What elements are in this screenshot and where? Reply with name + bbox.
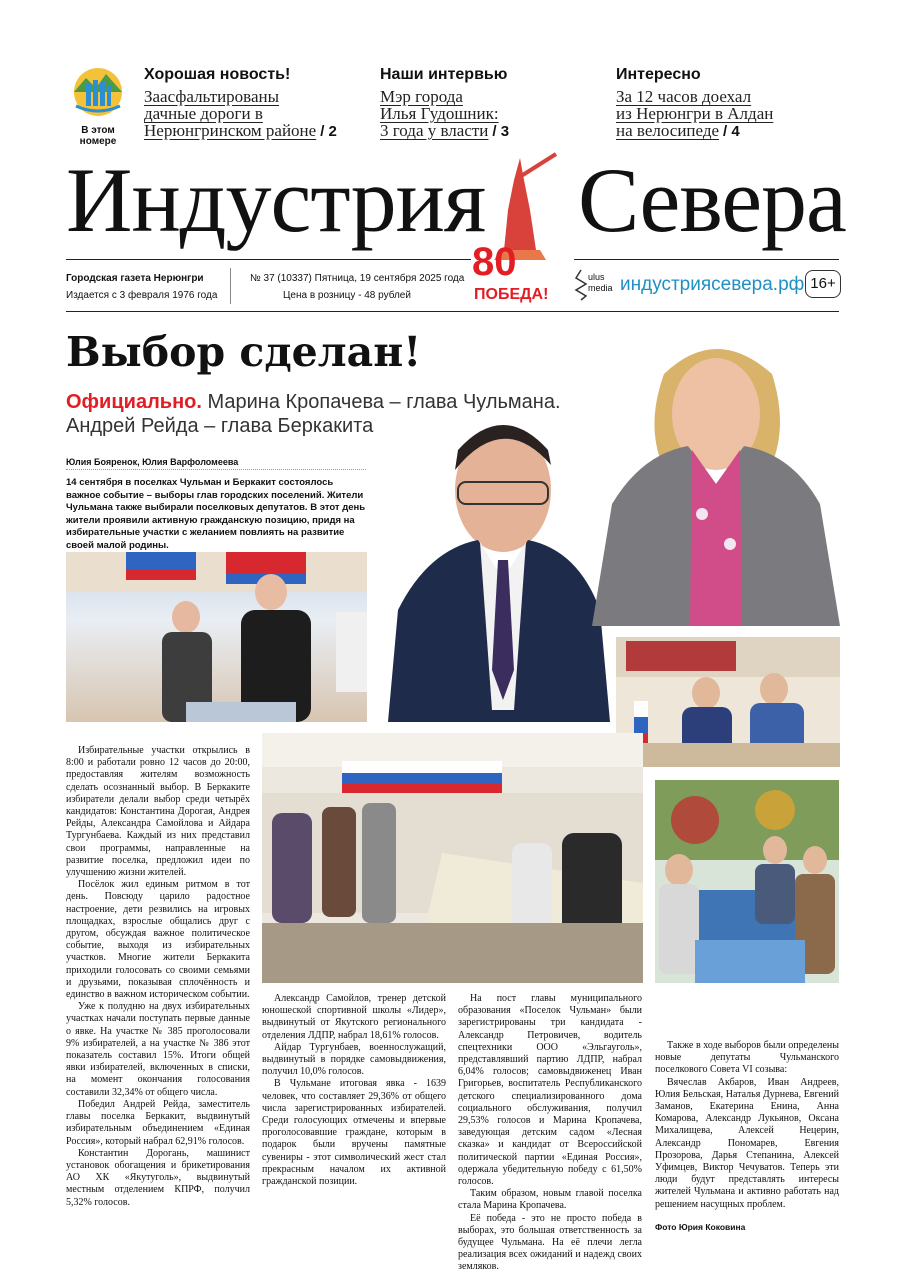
emblem-number: 80 <box>472 240 517 284</box>
teaser-page: / 2 <box>320 123 337 140</box>
registration-photo-icon <box>655 780 839 983</box>
photo-andrey-reyda <box>388 410 610 722</box>
teaser-interview[interactable] <box>380 66 600 141</box>
photo-marina-kropacheva <box>592 334 840 626</box>
paragraph: Таким образом, новым главой поселка стала Марина Кропачева. <box>458 1188 642 1212</box>
paper-since: Издается с 3 февраля 1976 года <box>66 290 218 301</box>
price: Цена в розницу - 48 рублей <box>283 290 411 301</box>
teaser-title: Интересно <box>616 66 701 83</box>
emblem-text: ПОБЕДА! <box>474 286 549 303</box>
masthead-divider <box>230 268 231 304</box>
teaser-page: / 3 <box>492 123 510 140</box>
teaser-title: Хорошая новость! <box>144 66 291 83</box>
teaser-line[interactable]: За 12 часов доехал <box>616 87 752 106</box>
paragraph: Вячеслав Акбаров, Иван Андреев, Юлия Бельская, Наталья Дурнева, Евгений Заманов, Екатерина Енина, Анна Комарова, Александр Лукьянов, Оксана Михалищева, Алексей Нецерин, Александр Пономарев, Евгения Прозорова, Дарья Степанина, Алексей Уфимцев, Виктор Чечуватов. Теперь эти люди будут представлять интересы жителей Чульмана и активно работать над решением насущных проблем. <box>655 1076 839 1210</box>
paragraph: Её победа - это не просто победа в выборах, это большая ответственность за будущее Чульмана. На её плечи легла реализация всех ожиданий и надежд своих земляков. <box>458 1212 642 1273</box>
teaser-good-news[interactable] <box>144 66 364 141</box>
teaser-line[interactable]: из Нерюнгри в Алдан <box>616 104 774 123</box>
paragraph: Айдар Тургунбаев, военнослужащий, выдвинутый в порядке самовыдвижения, получил 10,0% голосов. <box>262 1041 446 1078</box>
photo-polling-station-hall <box>262 733 643 983</box>
teaser-line[interactable]: Илья Гудошник: <box>380 104 499 123</box>
paragraph: На пост главы муниципального образования «Поселок Чульман» были зарегистрированы три кандидата - Александр Петровичев, водитель спецтехники ООО «Эльгауголь», представлявший партию ЛДПР, набрал 6,04% голосов; самовыдвиженец Иван Григорьев, воспитатель Республиканского детского специализированного дома социального обслуживания, получил 29,53% голосов и Марина Кропачева, заведующая детским садом «Лесная сказка» и кандидат от Всероссийской политической партии «Единая Россия», одержала убедительную победу с 61,50% голосов. <box>458 993 642 1188</box>
teaser-line[interactable]: на велосипеде <box>616 121 720 140</box>
portrait-woman-icon <box>592 334 840 626</box>
masthead-rule-right <box>574 259 839 260</box>
portrait-man-icon <box>388 410 610 722</box>
article-column-2 <box>262 993 446 1188</box>
paragraph: Посёлок жил единым ритмом в тот день. Повсюду царило радостное настроение, дети резвились на игровых площадках, взрослые общались друг с другом, обсуждая важное политическое событие, выходя из избирательных участков. Многие жители Беркакита приходили голосовать со своими семьями и друзьями, показывая сплочённость и единство в важном историческом событии. <box>66 879 250 1001</box>
issue-logo <box>66 66 130 147</box>
article-column-1 <box>66 745 250 1209</box>
ulus-media-icon <box>574 268 588 302</box>
issue-info: № 37 (10337) Пятница, 19 сентября 2025 года <box>250 273 465 284</box>
photo-election-commission-chulman <box>616 637 840 767</box>
monument-logo-icon <box>70 66 126 118</box>
teaser-line[interactable]: дачные дороги в <box>144 104 263 123</box>
article-lead: 14 сентября в поселках Чульман и Беркакит состоялось важное событие – выборы глав городских поселений. Жители Чульмана также выбирали поселковых депутатов. В этот день жители проявили активную гражданскую позицию, придя на избирательные участки с желанием повлиять на развитие своей малой родины. <box>66 477 366 551</box>
article-byline: Юлия Бояренок, Юлия Варфоломеева <box>66 457 239 467</box>
teaser-line[interactable]: 3 года у власти <box>380 121 489 140</box>
site-link[interactable]: индустриясевера.рф <box>620 274 805 295</box>
teaser-interesting[interactable] <box>616 66 836 141</box>
paragraph: Также в ходе выборов были определены новые депутаты Чульманского поселкового Совета VI созыва: <box>655 1040 839 1076</box>
article-kicker: Официально. <box>66 391 202 413</box>
hall-photo-icon <box>262 733 643 983</box>
photo-voter-ballot-box <box>66 552 367 722</box>
paragraph: Александр Самойлов, тренер детской юношеской спортивной школы «Лидер», выдвинутый от Якутского регионального отделения ЛДПР, набрал 18,61% голосов. <box>262 993 446 1041</box>
masthead-title-left: Индустрия <box>66 149 486 251</box>
teaser-title: Наши интервью <box>380 66 508 83</box>
paragraph: Избирательные участки открылись в 8:00 и работали ровно 12 часов до 20:00, предоставляя жителям возможность сделать осознанный выбор. В Беркаките избиратели делали выбор среди четырёх кандидатов: Константина Дорогая, Андрея Рейды, Александра Самойлова и Айдара Тургунбаева. Каждый из них представил свои программы, направленные на развитие поселка, предложил идеи по улучшению жизни жителей. <box>66 745 250 879</box>
teaser-line[interactable]: Заасфальтированы <box>144 87 280 106</box>
paper-name: Городская газета Нерюнгри <box>66 273 204 284</box>
paragraph: В Чульмане итоговая явка - 1639 человек, что составляет 29,36% от общего числа зарегистрированных избирателей. Среди голосующих отмечены и впервые проголосовавшие граждане, которым в подарок были вручены памятные сувениры - этот символический жест стал прекрасным началом их активной гражданской позиции. <box>262 1078 446 1188</box>
teaser-page: / 4 <box>723 123 740 140</box>
paragraph: Константин Дорогань, машинист установок обогащения и брикетирования АО ХК «Якутуголь», выдвинутый местным отделением КПРФ, получил 5,32% голосов. <box>66 1147 250 1208</box>
photo-voters-registration <box>655 780 839 983</box>
article-column-4 <box>655 1040 839 1233</box>
age-rating-badge: 16+ <box>805 270 841 298</box>
paragraph: Победил Андрей Рейда, заместитель главы поселка Беркакит, выдвинутый избирательным объединением «Единая Россия», который набрал 62,91% голосов. <box>66 1098 250 1147</box>
ulus-media-logo <box>574 268 616 302</box>
paragraph: Уже к полудню на двух избирательных участках начали поступать первые данные о явке. На участке № 385 проголосовали 9% избирателей, а на участке № 386 этот показатель составил 15%. Итоги общей явки избирателей, включенных в списки, на момент окончания голосования составили 32,34% от общего числа. <box>66 1001 250 1098</box>
article-headline: Выбор сделан! <box>66 328 422 376</box>
teaser-line[interactable]: Мэр города <box>380 87 463 106</box>
masthead-rule <box>66 259 471 260</box>
media-logo-text: ulus media <box>588 272 613 293</box>
article-subtitle-text: Марина Кропачева – глава Чульмана. Андрей Рейда – глава Беркакита <box>66 391 561 437</box>
byline-rule <box>66 469 366 470</box>
photo-credit: Фото Юрия Коковина <box>655 1221 746 1232</box>
logo-caption: В этом номере <box>79 125 117 147</box>
victory-emblem <box>470 150 570 310</box>
commission-photo-icon <box>616 637 840 767</box>
teaser-line[interactable]: Нерюнгринском районе <box>144 121 317 140</box>
voting-photo-icon <box>66 552 367 722</box>
masthead-title-right: Севера <box>578 149 846 251</box>
article-column-3 <box>458 993 642 1274</box>
masthead-bottom-rule <box>66 311 839 312</box>
